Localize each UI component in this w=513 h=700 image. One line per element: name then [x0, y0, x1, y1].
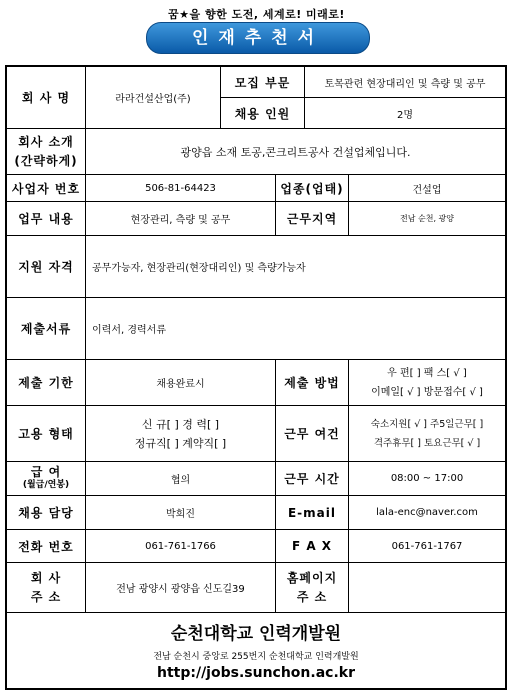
phone-value: 061-761-1766 — [86, 530, 276, 563]
industry-value: 건설업 — [349, 175, 505, 202]
company-label: 회 사 명 — [7, 67, 86, 129]
hours-value: 08:00 ~ 17:00 — [349, 462, 505, 496]
workplace-value: 전남 순천, 광양 — [349, 202, 505, 236]
qualification-value: 공무가능자, 현장관리(현장대리인) 및 측량가능자 — [86, 236, 505, 298]
homepage-label-line1: 홈페이지 — [286, 570, 338, 585]
form-title-banner: 인재추천서 — [146, 22, 370, 54]
industry-label: 업종(업태) — [276, 175, 349, 202]
address-label-line2: 주 소 — [30, 589, 62, 604]
contact-value: 박희진 — [86, 496, 276, 530]
address-value: 전남 광양시 광양읍 신도길39 — [86, 563, 276, 613]
homepage-value — [349, 563, 505, 613]
documents-value: 이력서, 경력서류 — [86, 298, 505, 360]
salary-value: 협의 — [86, 462, 276, 496]
headcount-value: 2명 — [305, 98, 505, 129]
documents-label: 제출서류 — [7, 298, 86, 360]
submit-method-label: 제출 방법 — [276, 360, 349, 406]
submit-method-line2: 이메일[ √ ] 방문접수[ √ ] — [371, 386, 483, 398]
headcount-label: 채용 인원 — [221, 98, 305, 129]
homepage-label — [276, 563, 349, 613]
deadline-value: 채용완료시 — [86, 360, 276, 406]
address-label-line1: 회 사 — [30, 570, 62, 585]
bizno-value: 506-81-64423 — [86, 175, 276, 202]
work-conditions-label: 근무 여건 — [276, 406, 349, 462]
employment-type-value — [86, 406, 276, 462]
employment-type-line1: 신 규[ ] 경 력[ ] — [141, 417, 220, 431]
intro-label-line1: 회사 소개 — [18, 134, 74, 149]
fax-label: F A X — [276, 530, 349, 563]
phone-label: 전화 번호 — [7, 530, 86, 563]
workplace-label: 근무지역 — [276, 202, 349, 236]
org-address: 전남 순천시 중앙로 255번지 순천대학교 인력개발원 — [153, 652, 359, 662]
submit-method-value — [349, 360, 505, 406]
company-value: 라라건설산업(주) — [86, 67, 221, 129]
duty-label: 업무 내용 — [7, 202, 86, 236]
slogan: 꿈★을 향한 도전, 세계로! 미래로! — [168, 8, 345, 21]
org-name: 순천대학교 인력개발원 — [170, 624, 342, 644]
employment-type-line2: 정규직[ ] 계약직[ ] — [134, 436, 227, 450]
org-url[interactable]: http://jobs.sunchon.ac.kr — [156, 665, 355, 681]
address-label — [7, 563, 86, 613]
work-conditions-value — [349, 406, 505, 462]
salary-label — [7, 462, 86, 496]
duty-value: 현장관리, 측량 및 공무 — [86, 202, 276, 236]
deadline-label: 제출 기한 — [7, 360, 86, 406]
email-value: lala-enc@naver.com — [349, 496, 505, 530]
bizno-label: 사업자 번호 — [7, 175, 86, 202]
recruit-dept-label: 모집 부문 — [221, 67, 305, 98]
intro-label-line2: (간략하게) — [14, 153, 78, 168]
hours-label: 근무 시간 — [276, 462, 349, 496]
issuer-footer — [7, 613, 505, 688]
contact-label: 채용 담당 — [7, 496, 86, 530]
work-conditions-line1: 숙소지원[ √ ] 주5일근무[ ] — [370, 418, 484, 430]
employment-type-label: 고용 형태 — [7, 406, 86, 462]
email-label: E-mail — [276, 496, 349, 530]
homepage-label-line2: 주 소 — [296, 589, 328, 604]
work-conditions-line2: 격주휴무[ ] 토요근무[ √ ] — [373, 437, 481, 449]
recruit-dept-value: 토목관련 현장대리인 및 측량 및 공무 — [305, 67, 505, 98]
company-intro-label — [7, 129, 86, 175]
salary-label-main: 급 여 — [30, 464, 62, 479]
company-intro-value: 광양읍 소재 토공,콘크리트공사 건설업체입니다. — [86, 129, 505, 175]
salary-label-sub: (월급/연봉) — [22, 479, 70, 490]
submit-method-line1: 우 편[ ] 팩 스[ √ ] — [387, 367, 467, 379]
qualification-label: 지원 자격 — [7, 236, 86, 298]
fax-value: 061-761-1767 — [349, 530, 505, 563]
recommendation-form — [5, 65, 507, 690]
